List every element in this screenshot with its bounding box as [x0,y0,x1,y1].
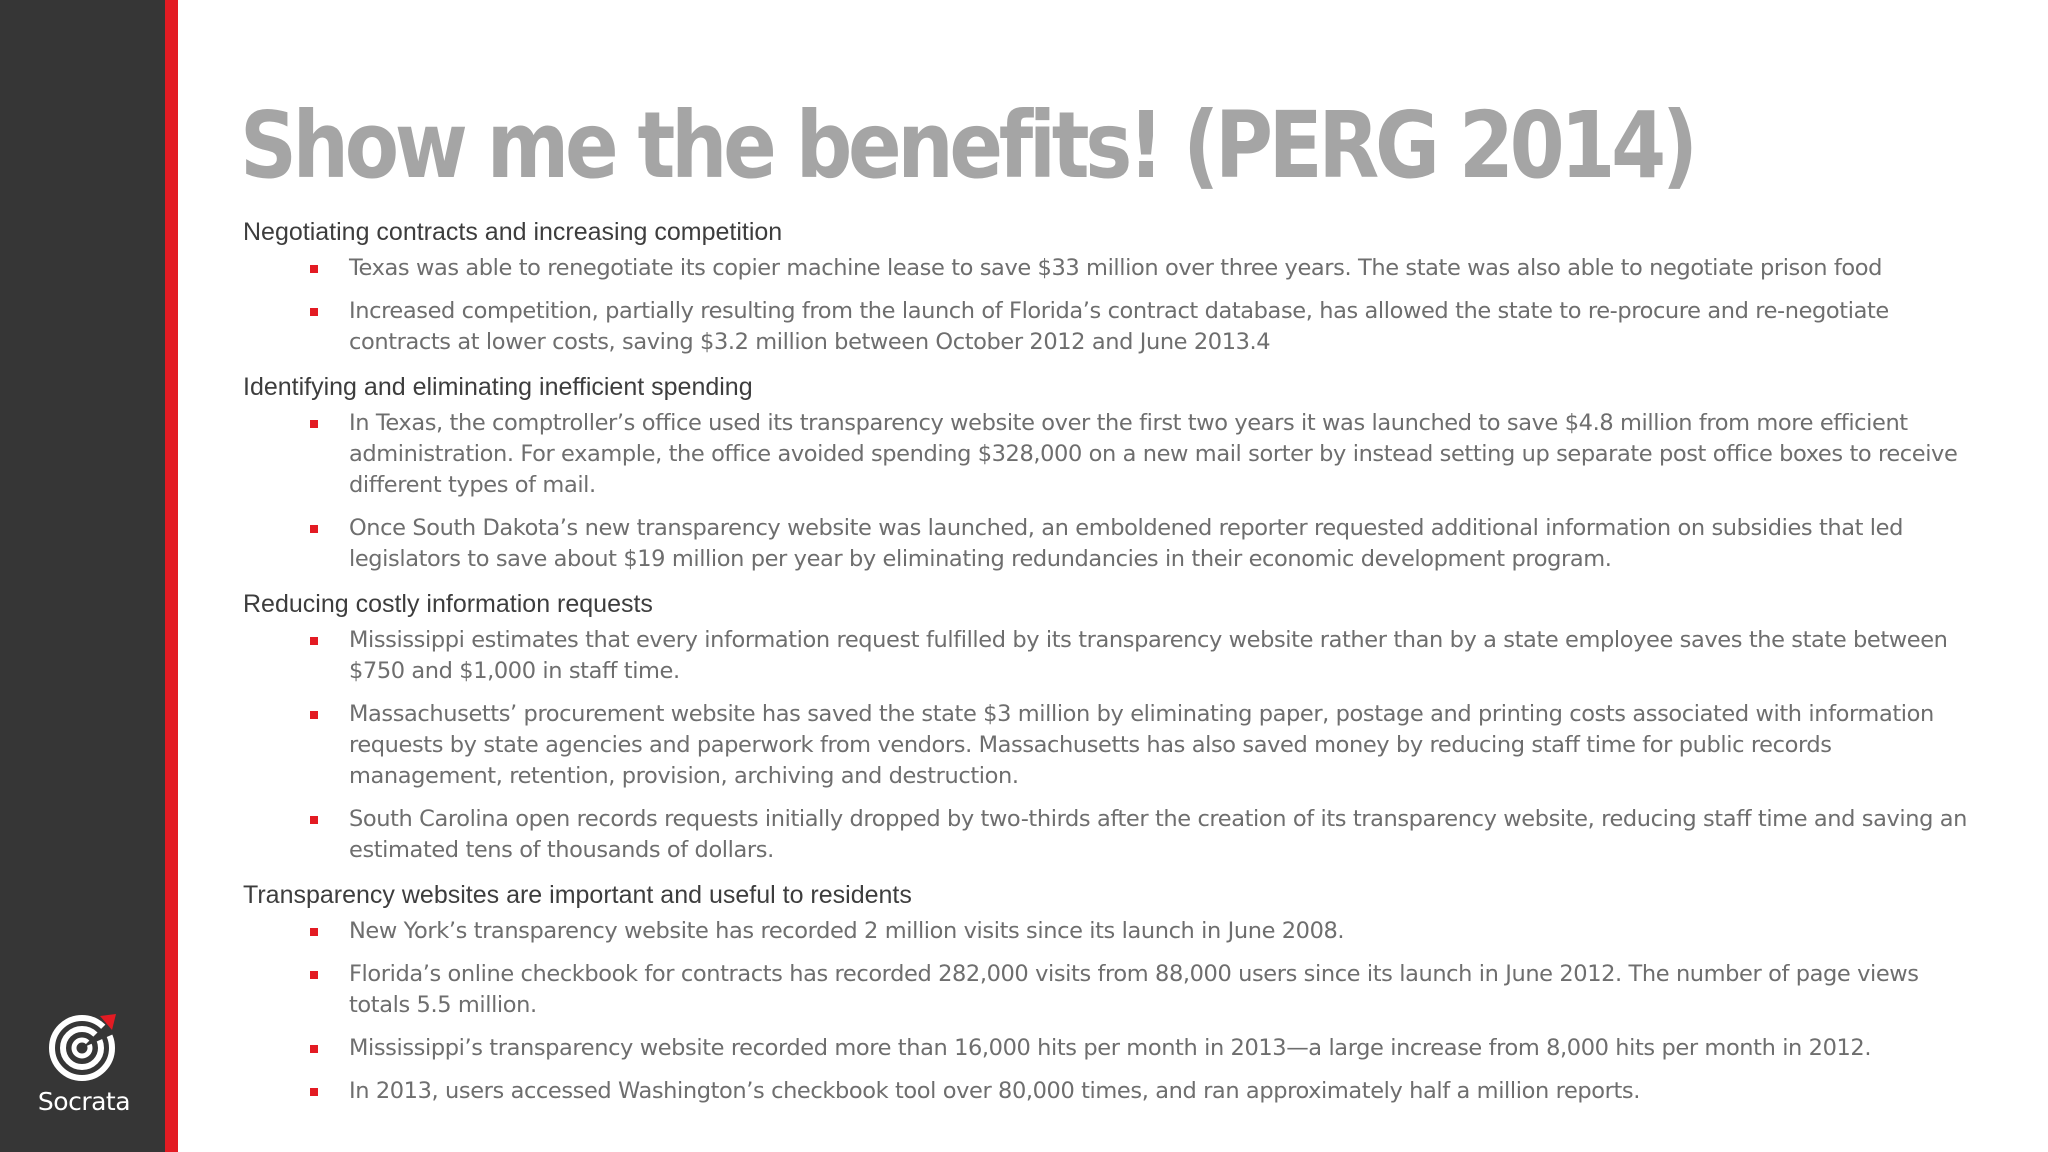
bullet-square-icon [310,928,318,936]
bullet-list [243,625,1973,866]
red-accent-stripe [165,0,178,1152]
bullet-list [243,916,1973,1107]
content-area [243,215,1973,1119]
bullet-text: South Carolina open records requests initially dropped by two-thirds after the creation of its transparency website, reducing staff time and saving an estimated tens of thousands of dollars. [349,806,1967,863]
bullet-square-icon [310,816,318,824]
bullet-text: Once South Dakota’s new transparency website was launched, an emboldened reporter requested additional information on subsidies that led legislators to save about $19 million per year by eliminating redundancies in their economic development program. [349,515,1903,572]
bullet-item [243,804,1973,866]
bullet-item [243,296,1973,358]
page-title: Show me the benefits! (PERG 2014) [240,92,1694,199]
bullet-text: In 2013, users accessed Washington’s checkbook tool over 80,000 times, and ran approximately half a million reports. [349,1078,1640,1104]
bullet-square-icon [310,308,318,316]
bullet-square-icon [310,1088,318,1096]
socrata-logo-icon [48,1012,120,1084]
bullet-square-icon [310,265,318,273]
bullet-item [243,625,1973,687]
bullet-item [243,1033,1973,1064]
bullet-text: Mississippi’s transparency website recorded more than 16,000 hits per month in 2013—a large increase from 8,000 hits per month in 2012. [349,1035,1872,1061]
sidebar [0,0,165,1152]
section-heading: Identifying and eliminating inefficient spending [243,373,753,401]
bullet-square-icon [310,637,318,645]
bullet-square-icon [310,525,318,533]
socrata-logo [34,1012,134,1127]
bullet-square-icon [310,420,318,428]
section-heading: Negotiating contracts and increasing competition [243,218,783,246]
bullet-square-icon [310,1045,318,1053]
bullet-item [243,1076,1973,1107]
bullet-list [243,408,1973,575]
section-heading: Transparency websites are important and useful to residents [243,881,912,909]
bullet-text: Massachusetts’ procurement website has saved the state $3 million by eliminating paper, postage and printing costs associated with information requests by state agencies and paperwork from vendors. Massachusetts has also saved money by reducing staff time for public records management, retention, provision, archiving and destruction. [349,701,1934,789]
bullet-text: Increased competition, partially resulting from the launch of Florida’s contract database, has allowed the state to re-procure and re-negotiate contracts at lower costs, saving $3.2 million between October 2012 and June 2013.4 [349,298,1889,355]
logo-wordmark: Socrata [37,1087,131,1116]
bullet-text: New York’s transparency website has recorded 2 million visits since its launch in June 2008. [349,918,1345,944]
bullet-text: Mississippi estimates that every information request fulfilled by its transparency website rather than by a state employee saves the state between $750 and $1,000 in staff time. [349,627,1948,684]
bullet-list [243,253,1973,358]
bullet-item [243,253,1973,284]
bullet-item [243,513,1973,575]
bullet-square-icon [310,711,318,719]
bullet-item [243,408,1973,501]
bullet-text: Texas was able to renegotiate its copier machine lease to save $33 million over three years. The state was also able to negotiate prison food [349,255,1882,281]
bullet-text: In Texas, the comptroller’s office used its transparency website over the first two years it was launched to save $4.8 million from more efficient administration. For example, the office avoided spending $328,000 on a new mail sorter by instead setting up separate post office boxes to receive different types of mail. [349,410,1958,498]
bullet-item [243,959,1973,1021]
bullet-item [243,916,1973,947]
bullet-square-icon [310,971,318,979]
section-heading: Reducing costly information requests [243,590,653,618]
bullet-text: Florida’s online checkbook for contracts has recorded 282,000 visits from 88,000 users since its launch in June 2012. The number of page views totals 5.5 million. [349,961,1919,1018]
bullet-item [243,699,1973,792]
